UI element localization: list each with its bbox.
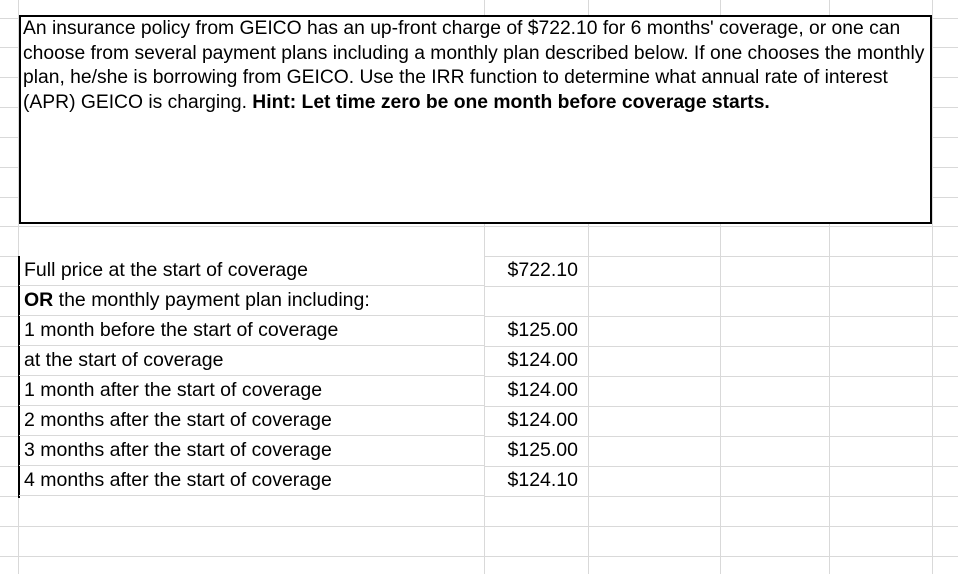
row-monthly-plan-header[interactable] [19, 286, 484, 316]
row-payment-1[interactable] [19, 316, 578, 346]
row-payment-2[interactable] [19, 346, 578, 376]
row-label: 1 month before the start of coverage [24, 319, 339, 341]
row-value: $124.10 [507, 469, 578, 491]
row-label: 2 months after the start of coverage [24, 409, 332, 431]
row-label [24, 289, 370, 312]
row-payment-3[interactable] [19, 376, 578, 406]
row-label-text: the monthly payment plan including: [53, 289, 370, 311]
problem-text: An insurance policy from GEICO has an up-front charge of $722.10 for 6 months' coverage, or one can choose from several payment plans including a monthly plan described below. If one chooses the monthly plan, he/she is borrowing from GEICO. Use the IRR function to determine what annual rate of interest (APR) GEICO is charging. [23, 18, 925, 113]
row-full-price[interactable] [19, 256, 578, 286]
row-value: $124.00 [507, 409, 578, 431]
problem-text-box[interactable] [19, 15, 932, 224]
problem-hint: Hint: Let time zero be one month before coverage starts. [252, 91, 770, 113]
or-label: OR [24, 289, 54, 311]
row-value: $124.00 [507, 349, 578, 371]
row-label: Full price at the start of coverage [24, 259, 308, 281]
row-payment-6[interactable] [19, 466, 578, 496]
row-label: 4 months after the start of coverage [24, 469, 332, 491]
row-value: $125.00 [507, 439, 578, 461]
row-label: at the start of coverage [24, 349, 224, 371]
row-label: 1 month after the start of coverage [24, 379, 323, 401]
row-value: $124.00 [507, 379, 578, 401]
row-value: $125.00 [507, 319, 578, 341]
row-value: $722.10 [507, 259, 578, 281]
row-payment-4[interactable] [19, 406, 578, 436]
row-label: 3 months after the start of coverage [24, 439, 332, 461]
row-payment-5[interactable] [19, 436, 578, 466]
